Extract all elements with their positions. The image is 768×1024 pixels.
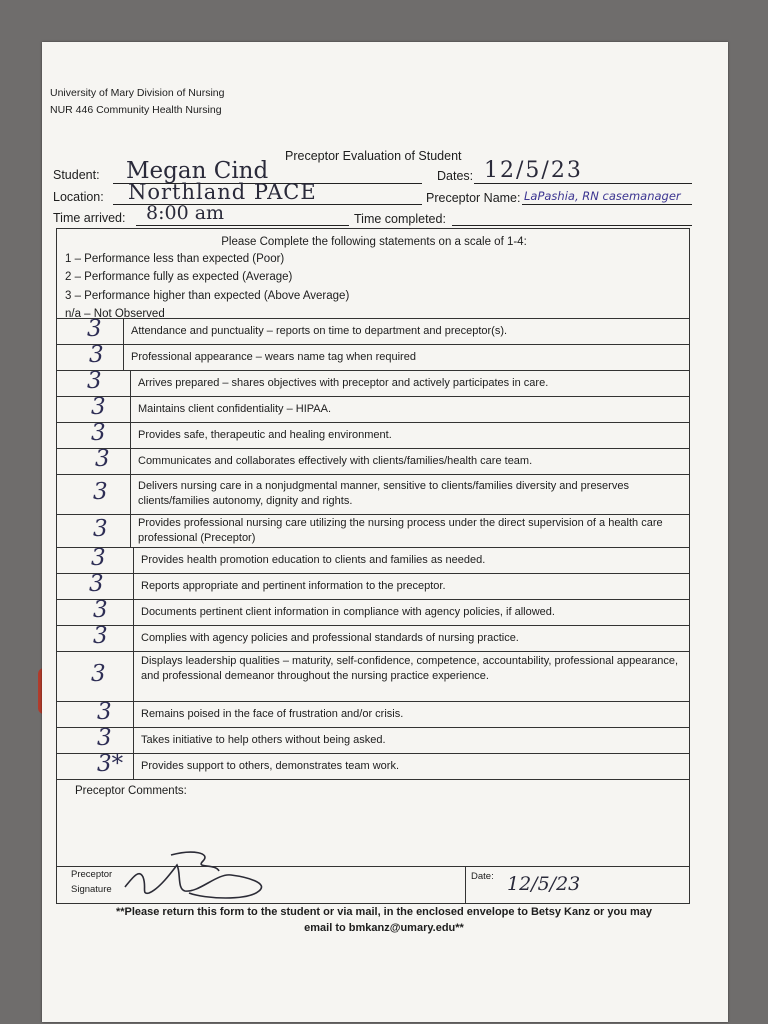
statement-row-border: [56, 625, 690, 626]
signature-label-line1: Preceptor: [71, 869, 113, 880]
statement-score[interactable]: 3: [91, 420, 106, 446]
statement-text: Provides professional nursing care utilizing the nursing process under the direct supervision of a health care professional (Preceptor): [138, 516, 663, 544]
signature-date-divider: [465, 866, 466, 903]
score-column-divider: [133, 573, 134, 599]
score-column-divider: [130, 370, 131, 396]
statements-end-border: [56, 779, 690, 780]
course-name: NUR 446 Community Health Nursing: [50, 104, 222, 116]
statement-text: Takes initiative to help others without being asked.: [141, 733, 386, 746]
statement-score[interactable]: 3: [91, 394, 106, 420]
statement-score[interactable]: 3*: [97, 751, 124, 777]
score-column-divider: [130, 474, 131, 514]
dates-underline: [474, 183, 692, 184]
statement-row-border: [56, 727, 690, 728]
statement-row-border: [56, 448, 690, 449]
statement-score[interactable]: 3: [93, 515, 108, 542]
statement-text: Maintains client confidentiality – HIPAA.: [138, 402, 331, 415]
time-completed-label: Time completed:: [354, 212, 446, 226]
score-column-divider: [130, 448, 131, 474]
signature-date-value[interactable]: 12/5/23: [507, 873, 581, 895]
dates-value[interactable]: 12/5/23: [484, 158, 583, 183]
institution-name: University of Mary Division of Nursing: [50, 87, 225, 99]
preceptor-name-value[interactable]: LaPashia, RN casemanager: [524, 189, 681, 203]
statement-score[interactable]: 3: [89, 342, 104, 368]
statement-score[interactable]: 3: [87, 316, 102, 342]
preceptor-signature[interactable]: [119, 847, 279, 903]
statement-text: Complies with agency policies and professional standards of nursing practice.: [141, 631, 519, 644]
statement-row-border: [56, 547, 690, 548]
score-column-divider: [123, 344, 124, 370]
statement-score[interactable]: 3: [97, 699, 112, 725]
statement-score[interactable]: 3: [87, 368, 102, 394]
score-column-divider: [133, 753, 134, 779]
scale-item: 3 – Performance higher than expected (Above Average): [65, 290, 350, 302]
statement-text: Remains poised in the face of frustration and/or crisis.: [141, 707, 404, 720]
statement-score[interactable]: 3: [95, 446, 110, 472]
statement-text: Attendance and punctuality – reports on time to department and preceptor(s).: [131, 324, 508, 337]
signature-date-label: Date:: [471, 871, 494, 882]
signature-label: [71, 867, 112, 897]
statement-row-border: [56, 318, 690, 319]
signature-label-line2: Signature: [71, 884, 112, 895]
score-column-divider: [133, 625, 134, 651]
statement-row-border: [56, 344, 690, 345]
statement-score[interactable]: 3: [97, 725, 112, 751]
statement-score[interactable]: 3: [89, 571, 104, 597]
score-column-divider: [133, 651, 134, 701]
preceptor-name-label: Preceptor Name:: [426, 191, 521, 205]
statement-score[interactable]: 3: [93, 623, 108, 649]
statement-row-border: [56, 474, 690, 475]
score-column-divider: [133, 727, 134, 753]
student-value[interactable]: Megan Cind: [126, 158, 269, 184]
statement-text: Professional appearance – wears name tag when required: [131, 350, 416, 363]
statement-text: Provides safe, therapeutic and healing environment.: [138, 428, 392, 441]
statement-text: Arrives prepared – shares objectives with preceptor and actively participates in care.: [138, 376, 549, 389]
statement-text: Communicates and collaborates effectively with clients/families/health care team.: [138, 454, 533, 467]
score-column-divider: [130, 396, 131, 422]
time-arrived-value[interactable]: 8:00 am: [146, 202, 225, 224]
scale-instruction: Please Complete the following statements on a scale of 1-4:: [221, 236, 527, 248]
student-label: Student:: [53, 168, 100, 182]
preceptor-comments-label: Preceptor Comments:: [75, 785, 187, 797]
statement-text: Provides support to others, demonstrates team work.: [141, 759, 400, 772]
preceptor-name-underline: [522, 204, 692, 205]
statement-row-border: [56, 701, 690, 702]
statement-score[interactable]: 3: [91, 661, 106, 687]
statement-score[interactable]: 3: [93, 597, 108, 623]
form-title: Preceptor Evaluation of Student: [285, 149, 462, 163]
statement-score[interactable]: 3: [91, 545, 106, 571]
statement-row-border: [56, 396, 690, 397]
statement-row-border: [56, 651, 690, 652]
time-completed-underline: [452, 225, 692, 226]
statement-text: Displays leadership qualities – maturity, self-confidence, competence, accountability, professional appearance, and professional demeanor throughout the nursing practice experience.: [141, 654, 679, 682]
statement-text: Provides health promotion education to clients and families as needed.: [141, 553, 486, 566]
scale-item: n/a – Not Observed: [65, 308, 165, 320]
location-label: Location:: [53, 190, 104, 204]
score-column-divider: [133, 547, 134, 573]
location-value[interactable]: Northland PACE: [128, 180, 317, 204]
statement-row-border: [56, 573, 690, 574]
evaluation-table: [56, 228, 690, 904]
score-column-divider: [133, 599, 134, 625]
statement-score[interactable]: 3: [93, 479, 108, 505]
score-column-divider: [130, 422, 131, 448]
statement-row-border: [56, 422, 690, 423]
statement-text: Delivers nursing care in a nonjudgmental manner, sensitive to clients/families diversity and preserves clients/families autonomy, dignity and rights.: [138, 480, 629, 507]
statement-text: Reports appropriate and pertinent information to the preceptor.: [141, 579, 446, 592]
statement-row-border: [56, 370, 690, 371]
return-instructions-line1: **Please return this form to the student or via mail, in the enclosed envelope to Betsy Kanz or you may: [115, 906, 653, 918]
dates-label: Dates:: [437, 169, 474, 183]
scale-item: 1 – Performance less than expected (Poor): [65, 253, 285, 265]
statement-row-border: [56, 753, 690, 754]
time-arrived-underline: [136, 225, 349, 226]
statement-text: Documents pertinent client information in compliance with agency policies, if allowed.: [141, 605, 555, 618]
score-column-divider: [133, 701, 134, 727]
time-arrived-label: Time arrived:: [53, 211, 126, 225]
scale-item: 2 – Performance fully as expected (Average): [65, 271, 293, 283]
return-instructions-line2: email to bmkanz@umary.edu**: [304, 922, 464, 934]
score-column-divider: [123, 318, 124, 344]
score-column-divider: [130, 514, 131, 547]
statement-row-border: [56, 599, 690, 600]
